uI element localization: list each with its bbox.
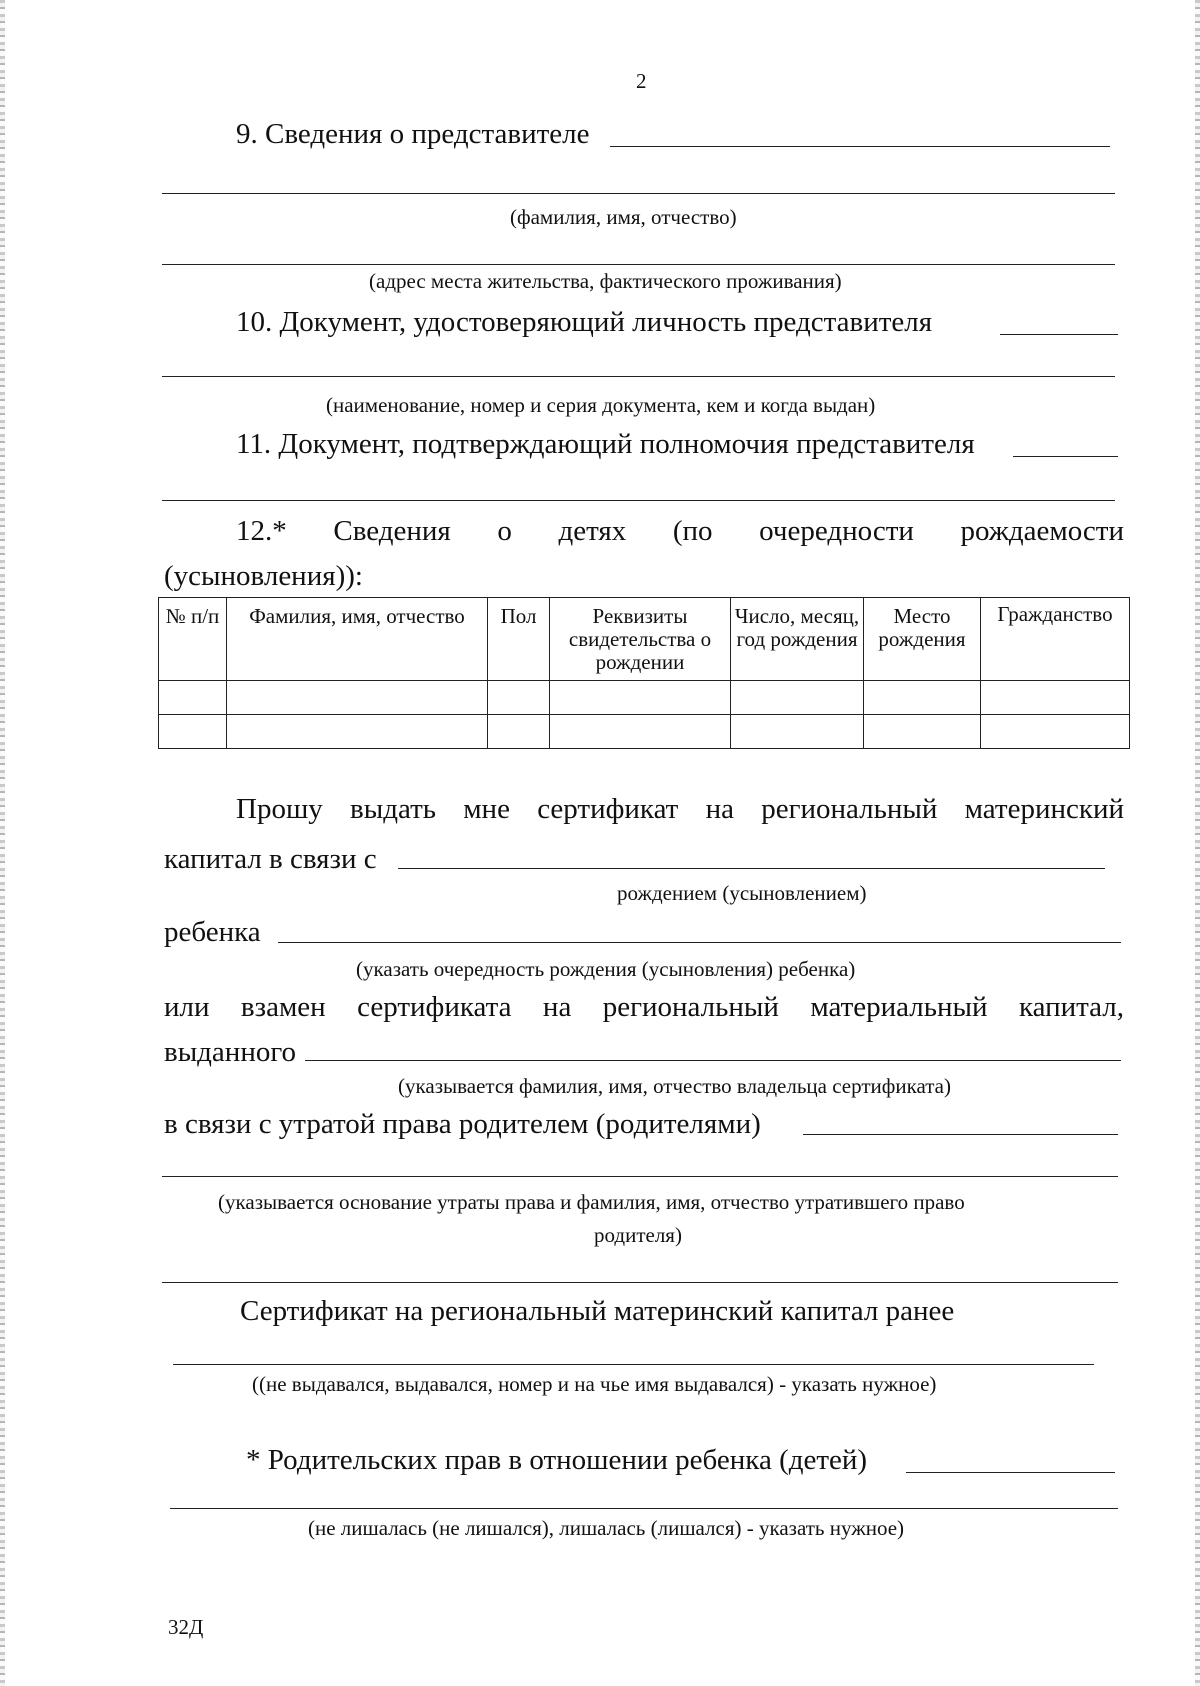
certificate-label: Сертификат на региональный материнский капитал ранее (240, 1295, 955, 1327)
scan-edge-right (1195, 0, 1200, 1686)
table-cell[interactable] (981, 681, 1130, 715)
request-loss-line-3[interactable] (162, 1282, 1118, 1283)
table-cell[interactable] (550, 715, 731, 749)
header-citizenship: Гражданство (981, 598, 1130, 681)
section9-representative-line[interactable] (610, 146, 1110, 147)
section12-label: 12.* Сведения о детях (по очередности рождаемости (236, 515, 1124, 547)
request-loss-label: в связи с утратой права родителем (родителями) (164, 1108, 761, 1140)
section9-address-hint: (адрес места жительства, фактического проживания) (369, 269, 842, 293)
table-cell[interactable] (864, 715, 981, 749)
request-loss-hint-1: (указывается основание утраты права и фамилия, имя, отчество утратившего право (218, 1190, 965, 1214)
scan-edge-left (0, 0, 5, 1686)
table-cell[interactable] (227, 681, 488, 715)
request-child-line[interactable] (278, 942, 1121, 943)
table-cell[interactable] (731, 681, 864, 715)
section9-address-line[interactable] (162, 264, 1115, 265)
request-issued-label: выданного (164, 1036, 297, 1068)
request-line1: Прошу выдать мне сертификат на региональный материнский (236, 793, 1124, 825)
section11-doc-line-2[interactable] (162, 500, 1115, 501)
table-cell[interactable] (488, 715, 550, 749)
header-birth-place: Место рождения (864, 598, 981, 681)
request-birth-hint: рождением (усыновлением) (617, 881, 867, 905)
section10-doc-line-2[interactable] (162, 376, 1115, 377)
table-cell[interactable] (159, 715, 227, 749)
section10-doc-line[interactable] (1000, 334, 1118, 335)
section10-hint: (наименование, номер и серия документа, кем и когда выдан) (326, 393, 876, 417)
request-line2: капитал в связи с (164, 843, 377, 875)
section9-label: 9. Сведения о представителе (236, 118, 590, 150)
parental-rights-line[interactable] (906, 1472, 1115, 1473)
request-loss-line[interactable] (803, 1134, 1118, 1135)
children-table (158, 597, 1130, 749)
parental-rights-label: * Родительских прав в отношении ребенка (детей) (246, 1444, 868, 1476)
request-reason-line[interactable] (398, 868, 1105, 869)
section10-label: 10. Документ, удостоверяющий личность представителя (236, 306, 933, 338)
header-birth-certificate: Реквизиты свидетельства о рождении (550, 598, 731, 681)
footer-code: 32Д (168, 1615, 204, 1639)
table-cell[interactable] (550, 681, 731, 715)
section9-fio-line[interactable] (162, 193, 1115, 194)
section9-fio-hint: (фамилия, имя, отчество) (510, 205, 737, 229)
certificate-line[interactable] (173, 1364, 1094, 1365)
request-loss-hint-2: родителя) (594, 1223, 682, 1247)
header-sex: Пол (488, 598, 550, 681)
header-birth-date: Число, месяц, год рождения (731, 598, 864, 681)
table-cell[interactable] (159, 681, 227, 715)
section11-doc-line[interactable] (1013, 456, 1118, 457)
page-number: 2 (636, 69, 647, 93)
table-cell[interactable] (227, 715, 488, 749)
children-table-header-row (159, 598, 1130, 681)
table-row (159, 681, 1130, 715)
request-loss-line-2[interactable] (162, 1176, 1118, 1177)
request-replace-line: или взамен сертификата на региональный материальный капитал, (164, 991, 1124, 1023)
header-fio: Фамилия, имя, отчество (227, 598, 488, 681)
request-child-label: ребенка (164, 916, 261, 948)
section12-label-cont: (усыновления)): (164, 560, 363, 592)
table-cell[interactable] (731, 715, 864, 749)
section11-label: 11. Документ, подтверждающий полномочия представителя (236, 428, 975, 460)
table-row (159, 715, 1130, 749)
parental-rights-hint: (не лишалась (не лишался), лишалась (лишался) - указать нужное) (308, 1516, 905, 1540)
table-cell[interactable] (981, 715, 1130, 749)
certificate-hint: ((не выдавался, выдавался, номер и на чье имя выдавался) - указать нужное) (252, 1372, 937, 1396)
table-cell[interactable] (864, 681, 981, 715)
request-owner-hint: (указывается фамилия, имя, отчество владельца сертификата) (398, 1074, 951, 1098)
parental-rights-line-2[interactable] (170, 1508, 1118, 1509)
request-issued-line[interactable] (305, 1060, 1121, 1061)
header-number: № п/п (159, 598, 227, 681)
request-child-hint: (указать очередность рождения (усыновления) ребенка) (356, 957, 856, 981)
table-cell[interactable] (488, 681, 550, 715)
